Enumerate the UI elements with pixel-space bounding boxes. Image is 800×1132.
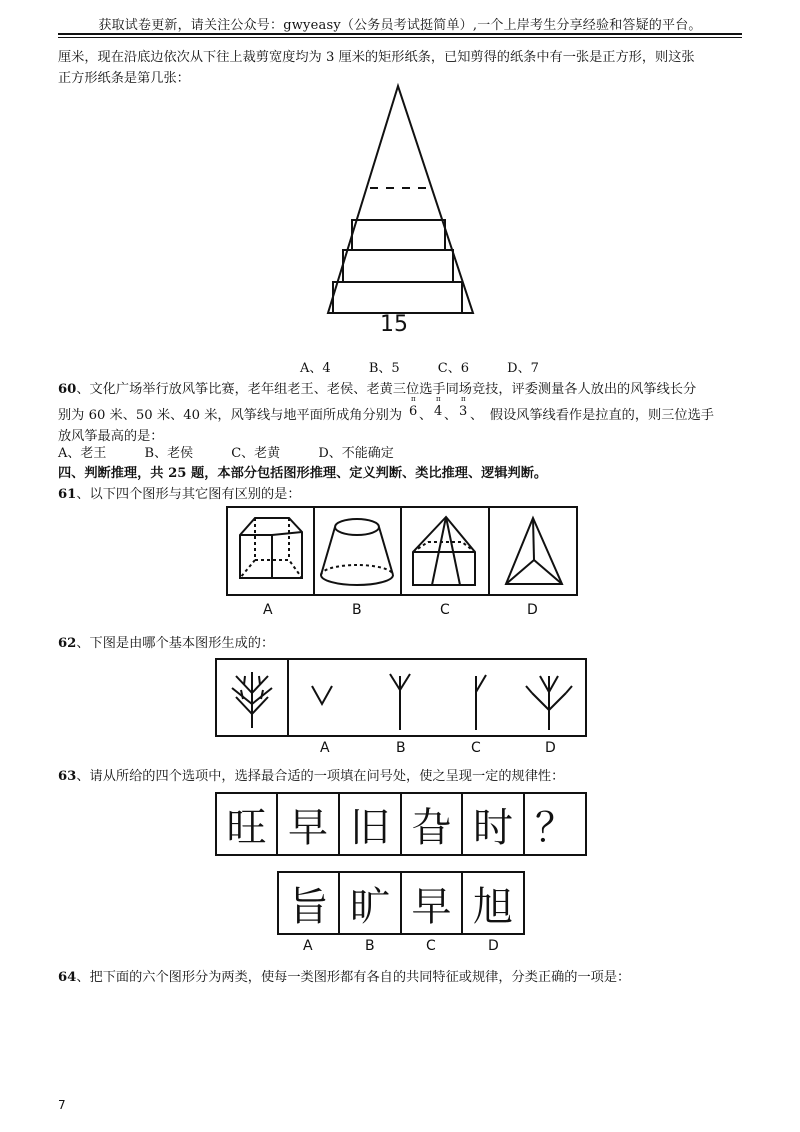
q62-label-b: B [396, 740, 406, 756]
q60-pi-1: π [411, 395, 416, 403]
q63-question-mark: ？ [535, 804, 575, 851]
q60-text: 、文化广场举行放风筝比赛，老年组老王、老侯、老黄三位选手同场竞技，评委测量各人放出的风筝线长分 [76, 382, 697, 397]
q59-option-c[interactable]: C、6 [437, 361, 469, 376]
q63-text-body: 、请从所给的四个选项中，选择最合适的一项填在问号处，使之呈现一定的规律性： [76, 769, 565, 784]
q62-option-a-shape [312, 686, 332, 704]
q60-sep-2: 、 [444, 408, 458, 423]
q60-text-b: 、 假设风筝线看作是拉直的，则三位选手 [470, 408, 714, 423]
q60-option-a[interactable]: A、老王 [58, 446, 107, 461]
q61-label-d: D [527, 602, 538, 618]
q59-option-a[interactable]: A、4 [300, 361, 331, 376]
q62-tree-shape [232, 672, 272, 728]
q62-text [58, 632, 274, 651]
q61-number: 61 [58, 487, 77, 502]
q63-option-c[interactable]: 早 [411, 883, 452, 930]
q59-figure-label: 15 [380, 312, 408, 337]
q61-shape-a-hex-prism [240, 518, 302, 578]
q62-text-body: 、下图是由哪个基本图形生成的： [76, 636, 275, 651]
q60-number: 60 [58, 382, 77, 397]
strip-3 [352, 220, 445, 249]
q60-text-line1 [58, 378, 696, 397]
q61-frame [227, 507, 577, 595]
q63-option-a[interactable]: 旨 [288, 883, 329, 930]
q63-label-b: B [365, 938, 375, 954]
q63-seq-char-2: 早 [288, 804, 328, 851]
q59-text-line2: 正方形纸条是第几张： [58, 71, 190, 86]
q62-option-b-shape [390, 674, 410, 730]
q61-shape-d-tetrahedron [506, 518, 562, 584]
q62-label-d: D [545, 740, 556, 756]
q63-number: 63 [58, 769, 77, 784]
q60-option-d[interactable]: D、不能确定 [318, 446, 394, 461]
q59-option-b[interactable]: B、5 [368, 361, 400, 376]
q61-shape-b-frustum [321, 519, 393, 585]
q61-shape-c-pyramid [413, 517, 475, 585]
q63-text [58, 765, 564, 784]
q60-text-a: 别为 60 米、50 米、40 米，风筝线与地平面所成角分别为 [58, 408, 403, 423]
q60-pi-3: π [461, 395, 466, 403]
q61-text-body: 、以下四个图形与其它图有区别的是： [76, 487, 301, 502]
page-number: 7 [58, 1098, 66, 1112]
section-4-heading: 四、判断推理，共 25 题，本部分包括图形推理、定义判断、类比推理、逻辑判断。 [58, 466, 548, 481]
q59-text-line1: 厘米，现在沿底边依次从下往上裁剪宽度均为 3 厘米的矩形纸条，已知剪得的纸条中有一张是正方形，则这张 [58, 50, 695, 65]
q63-seq-char-4: 旮 [411, 804, 452, 851]
q64-text [58, 966, 630, 985]
q63-label-a: A [303, 938, 313, 954]
q62-label-c: C [471, 740, 481, 756]
q63-seq-char-5: 时 [473, 804, 513, 851]
q60-angle-den-1: 6 [409, 404, 418, 419]
page-header: 获取试卷更新，请关注公众号：gwyeasy（公务员考试挺简单）,一个上岸考生分享经验和答疑的平台。 [98, 18, 702, 33]
q61-text [58, 483, 301, 502]
q59-option-d[interactable]: D、7 [507, 361, 539, 376]
q60-angle-den-2: 4 [434, 404, 443, 419]
q60-options [58, 442, 428, 461]
q60-option-c[interactable]: C、老黄 [231, 446, 281, 461]
q60-pi-2: π [436, 395, 441, 403]
q62-label-a: A [320, 740, 330, 756]
q60-sep-1: 、 [419, 408, 433, 423]
q63-seq-char-3: 旧 [350, 804, 390, 851]
q61-label-a: A [263, 602, 273, 618]
q63-label-c: C [426, 938, 436, 954]
q61-label-b: B [352, 602, 362, 618]
q64-number: 64 [58, 970, 77, 985]
q63-label-d: D [488, 938, 499, 954]
q63-option-b[interactable]: 旷 [350, 883, 390, 930]
q63-sequence-row [216, 794, 586, 854]
strip-1 [333, 282, 462, 313]
header-rule [58, 33, 742, 35]
q61-label-c: C [440, 602, 450, 618]
q60-text-line3: 放风筝最高的是： [58, 429, 164, 444]
q60-option-b[interactable]: B、老侯 [144, 446, 194, 461]
q60-angle-den-3: 3 [459, 404, 468, 419]
q63-option-d[interactable]: 旭 [473, 883, 513, 930]
q64-text-body: 、把下面的六个图形分为两类，使每一类图形都有各自的共同特征或规律，分类正确的一项是： [76, 970, 631, 985]
q62-frame [216, 659, 586, 736]
q62-option-c-shape [476, 675, 486, 730]
header-rule-thin [58, 37, 742, 38]
q62-number: 62 [58, 636, 77, 651]
q63-options-row [278, 873, 524, 933]
triangle-outline [328, 86, 473, 313]
q59-options [300, 357, 573, 376]
q62-option-d-shape [526, 676, 572, 730]
q60-text-line2 [58, 404, 402, 423]
q63-seq-char-1: 旺 [226, 804, 267, 851]
strip-2 [343, 250, 453, 281]
